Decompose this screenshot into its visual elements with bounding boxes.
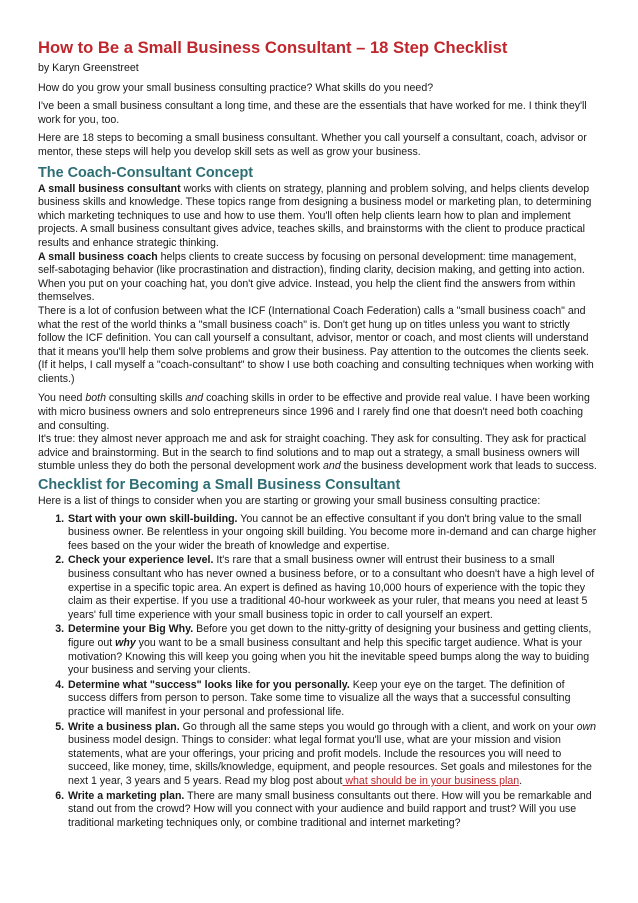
emphasis: both [85,392,106,405]
text-run: You need [38,392,86,405]
item-text: You cannot be an effective consultant if you don't bring value to the small business owner. Be relentless in your ongoing skill building. You become more in-demand and can charge higher fees based on the your wider the breath of knowledge and expertise. [68,512,597,552]
skills-paragraph [38,392,598,433]
checklist-item [67,721,598,789]
emphasis: why [115,636,136,649]
checklist-intro: Here is a list of things to consider when you are starting or growing your small business consulting practice: [38,495,541,508]
text-run: the business development work that leads to success. [340,460,597,473]
section-heading-coach-consultant: The Coach-Consultant Concept [38,164,254,181]
checklist-item [67,790,598,831]
checklist-item [67,623,598,677]
section-heading-checklist: Checklist for Becoming a Small Business Consultant [38,477,401,494]
item-text: Go through all the same steps you would go through with a client, and work on your [179,720,577,733]
emphasis: own [576,720,597,733]
item-text: It's rare that a small business owner will entrust their business to a small business consultant who has never owned a business before, or to a consultant who doesn't have a high level of expertise in a specific topic area. An expert is defined as having 10,000 hours of experience with the topic they claim as their expertise. If you use a traditional 40-hour workweek as your ruler, that means you need at least 5 years' full time experience with your small business topic in order to call yourself an expert. [68,554,595,621]
coach-definition-text: helps clients to create success by focusing on personal development: time management, self-sabotaging behavior (like procrastination and distraction), finding clarity, decision making, and getting into action. When you put on your coaching hat, you don't give advice. Instead, you help the client find the answers from within themselves. [38,250,585,304]
intro-paragraph: Here are 18 steps to becoming a small business consultant. Whether you call yourself a consultant, coach, advisor or mentor, these steps will help you develop skill sets as well as grow your business. [38,132,587,158]
checklist-item [67,679,598,720]
document-title: How to Be a Small Business Consultant – 18 Step Checklist [38,38,508,57]
item-heading: Determine your Big Why. [68,623,194,636]
coach-term: A small business coach [38,250,158,263]
intro-paragraph: How do you grow your small business consulting practice? What skills do you need? [38,81,434,94]
consulting-paragraph [38,433,598,474]
text-run: consulting skills [105,392,186,405]
consultant-definition-text: works with clients on strategy, planning and problem solving, and helps clients develop business skills and knowledge. These topics range from designing a business model or marketing plan, to determining which marketing techniques to use and how to use them. You'll often help clients learn how to plan and implement projects. A small business consultant gives advice, teaches skills, and brainstorms with the client to produce practical results and enhance strategic thinking. [38,182,592,249]
item-text: There are many small business consultants out there. How will you be remarkable and stand out from the crowd? How will you connect with your audience and build rapport and trust? Will you use traditional marketing techniques only, or combine traditional and internet marketing? [68,789,592,829]
item-heading: Determine what "success" looks like for you personally. [68,678,350,691]
checklist-item [67,513,598,554]
item-text: Keep your eye on the target. The definition of success differs from person to person. Take some time to visualize all the ways that a successful consulting practice will manifest in your personal and professional life. [68,678,571,718]
item-heading: Write a business plan. [68,720,180,733]
item-text: business model design. Things to consider: what legal format you'll use, what are your mission and vision statements, what are your offerings, your pricing and profit models. Include the resources you will need to succeed, like money, time, skills/knowledge, equipment, and people resources. Set goals and milestones for the next 1 year, 3 years and 5 years. Read my blog post about [68,734,592,787]
consultant-term: A small business consultant [38,182,181,195]
item-text: you want to be a small business consultant and help this specific target audience. What is your motivation? Knowing this will keep you going when you hit the inevitable speed bumps along the way to buiding your business and serving your clients. [68,636,590,677]
item-text: . [519,774,523,787]
author-byline: by Karyn Greenstreet [38,62,139,74]
item-heading: Write a marketing plan. [68,789,185,802]
emphasis: and [323,460,341,473]
icf-paragraph: There is a lot of confusion between what the ICF (International Coach Federation) calls a "small business coach" and what the rest of the world thinks a "small business coach" is. Don't get hung up on titles unless you want to strictly follow the ICF definition. You can call yourself a consultant, advisor, mentor or coach, and most clients will understand that it means you'll help them solve problems and grow their business. Pay attention to the outcomes the clients seek. (If it helps, I call myself a "coach-consultant" to show I use both coaching and consulting techniques when working with clients.) [38,304,594,385]
coach-definition [38,251,598,305]
intro-paragraph: I've been a small business consultant a long time, and these are the essentials that have worked for me. I think they'll work for you, too. [38,100,587,126]
text-run: coaching skills in order to be effective and provide real value. I have been working with micro business owners and solo entrepreneurs since 1996 and I rarely find one that doesn't need both coaching and consulting. [38,392,590,432]
text-run: It's true: they almost never approach me and ask for straight coaching. They ask for consulting. They ask for practical advice and brainstorming. But in the search to find solutions and to map out a strategy, a small business owners will stumble unless they do both the personal development work [38,433,587,473]
checklist [38,513,598,831]
coach-consultant-body [38,183,598,474]
item-heading: Check your experience level. [68,554,214,567]
consultant-definition [38,183,598,251]
item-text: Before you get down to the nitty-gritty of designing your business and getting clients, figure out [68,623,592,649]
checklist-item [67,554,598,622]
business-plan-link[interactable]: what should be in your business plan [342,774,520,787]
item-heading: Start with your own skill-building. [68,512,238,525]
emphasis: and [185,392,204,405]
